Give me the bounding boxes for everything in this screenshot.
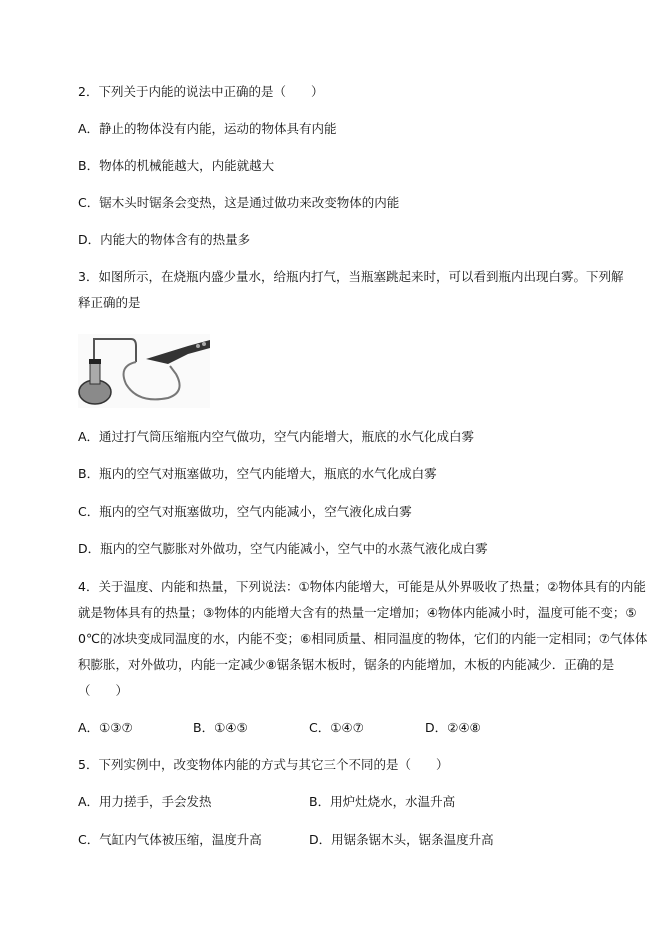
q2-option-b: B．物体的机械能越大，内能就越大 xyxy=(78,158,275,173)
q2-stem: 2．下列关于内能的说法中正确的是（ ） xyxy=(78,84,324,99)
q4-option-b: B．①④⑤ xyxy=(193,720,248,735)
q3-option-b: B．瓶内的空气对瓶塞做功，空气内能增大，瓶底的水气化成白雾 xyxy=(78,466,437,481)
q3-stem-line2: 释正确的是 xyxy=(78,295,141,310)
q4-stem-line3: 0℃的冰块变成同温度的水，内能不变；⑥相同质量、相同温度的物体，它们的内能一定相同；⑦气体体 xyxy=(78,631,648,646)
q4-stem-line4: 积膨胀，对外做功，内能一定减少⑧锯条锯木板时，锯条的内能增加，木板的内能减少．正确的是 xyxy=(78,657,615,672)
q5-option-b: B．用炉灶烧水，水温升高 xyxy=(309,794,456,809)
q3-option-a: A．通过打气筒压缩瓶内空气做功，空气内能增大，瓶底的水气化成白雾 xyxy=(78,429,475,444)
q2-option-d: D．内能大的物体含有的热量多 xyxy=(78,232,251,247)
q4-option-d: D．②④⑧ xyxy=(425,720,481,735)
q2-option-a: A．静止的物体没有内能，运动的物体具有内能 xyxy=(78,121,337,136)
q4-stem-line1: 4．关于温度、内能和热量，下列说法：①物体内能增大，可能是从外界吸收了热量；②物体具有的内能 xyxy=(78,579,646,594)
q3-stem-line1: 3．如图所示，在烧瓶内盛少量水，给瓶内打气，当瓶塞跳起来时，可以看到瓶内出现白雾。下列解 xyxy=(78,269,624,284)
q5-option-a: A．用力搓手，手会发热 xyxy=(78,794,212,809)
q5-option-c: C．气缸内气体被压缩，温度升高 xyxy=(78,832,262,847)
q5-stem: 5．下列实例中，改变物体内能的方式与其它三个不同的是（ ） xyxy=(78,757,449,772)
q4-option-a: A．①③⑦ xyxy=(78,720,133,735)
q3-option-c: C．瓶内的空气对瓶塞做功，空气内能减小，空气液化成白雾 xyxy=(78,504,412,519)
q4-option-c: C．①④⑦ xyxy=(309,720,364,735)
q4-stem-line2: 就是物体具有的热量；③物体的内能增大含有的热量一定增加；④物体内能减小时，温度可能不变；⑤ xyxy=(78,605,637,620)
q5-option-d: D．用锯条锯木头，锯条温度升高 xyxy=(309,832,494,847)
q4-stem-line5: （ ） xyxy=(78,683,129,698)
q2-option-c: C．锯木头时锯条会变热，这是通过做功来改变物体的内能 xyxy=(78,195,400,210)
q3-option-d: D．瓶内的空气膨胀对外做功，空气内能减小，空气中的水蒸气液化成白雾 xyxy=(78,541,488,556)
flask-pump-figure xyxy=(78,334,210,408)
